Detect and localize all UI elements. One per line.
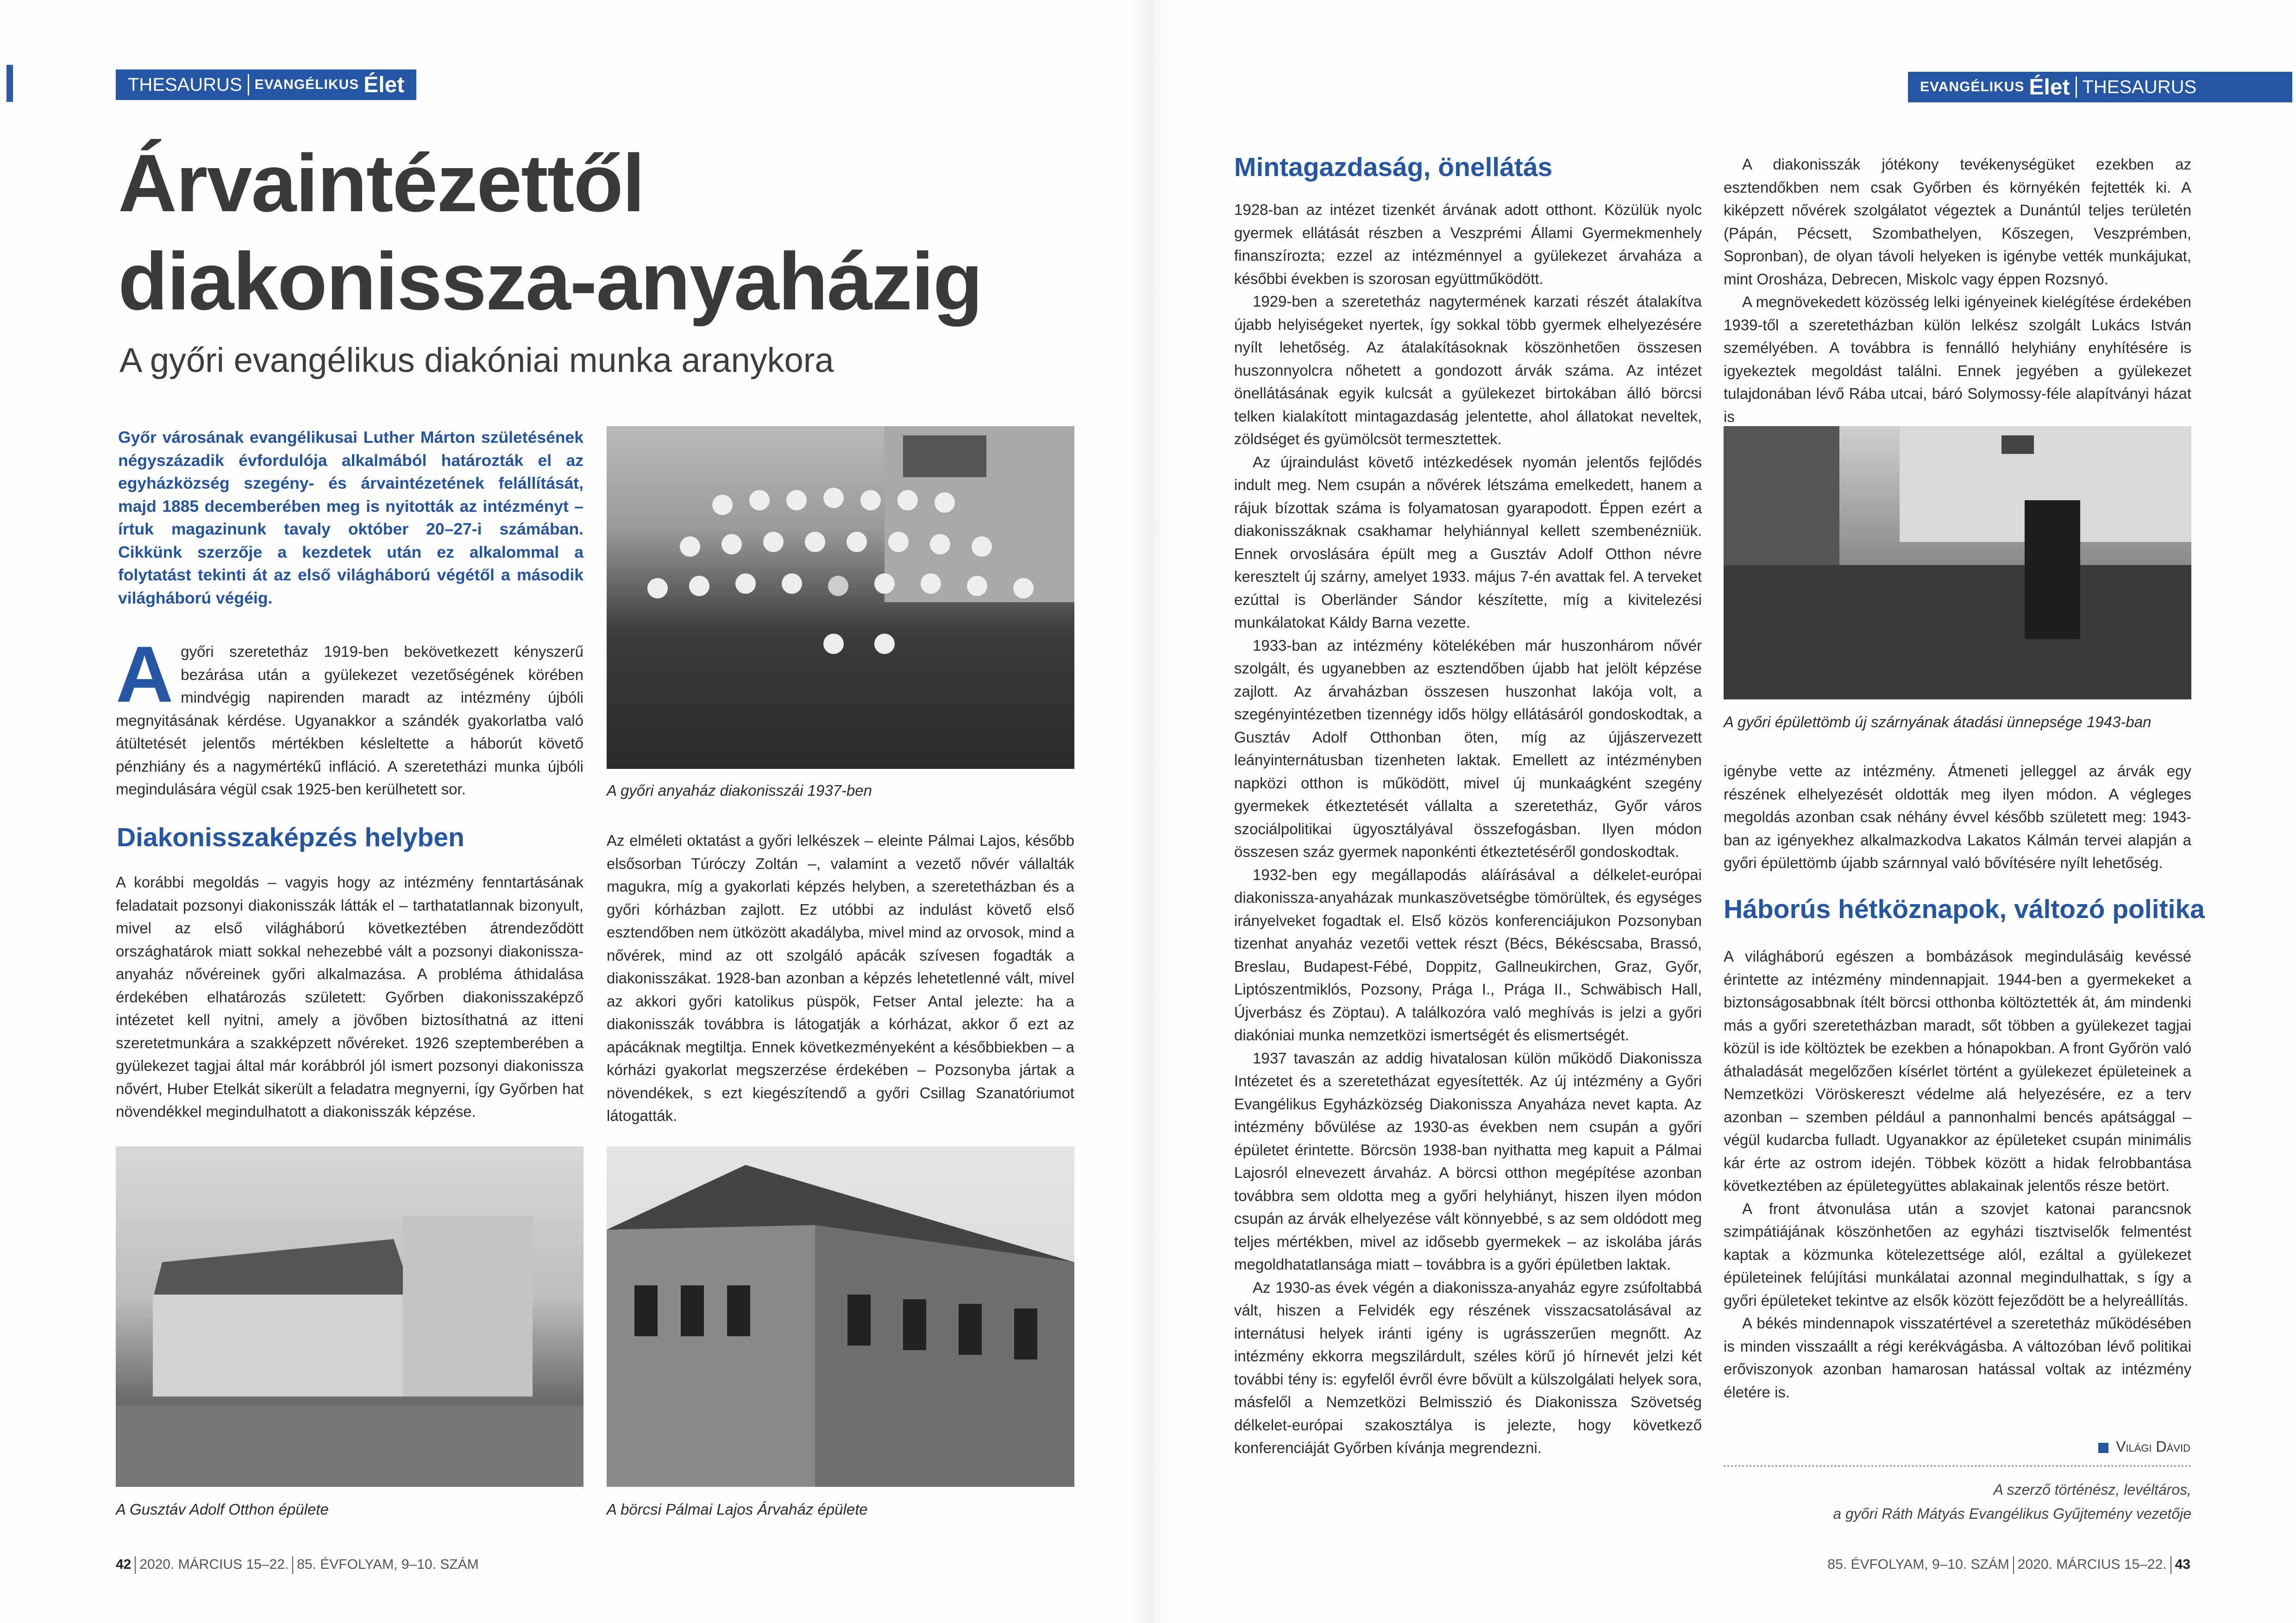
lead-paragraph: Győr városának evangélikusai Luther Márton születésének négyszázadik évfordulója alkalmából határozták el az egyházközség szegény- és árvaintézetének felállítását, majd 1885 decemberében meg is nyitották az intézményt – írtuk magazinunk tavaly október 20–27-i számában. Cikkünk szerzője a kezdetek után ez alkalommal a folytatást tekinti át az első világháború végétől a második világháború végéig.: [118, 428, 583, 607]
column-3-text: [1234, 198, 1702, 1459]
photo-deaconesses-group: [607, 426, 1074, 769]
square-bullet-icon: [2098, 1443, 2108, 1453]
issue-date: 2020. MÁRCIUS 15–22.: [139, 1556, 289, 1572]
column-4-bottom-text: [1724, 945, 2191, 1403]
section-heading: Mintagazdaság, önellátás: [1234, 152, 1553, 182]
section-heading: Háborús hétköznapok, változó politika: [1724, 894, 2205, 924]
paragraph: 1928-ban az intézet tizenkét árvának adott otthont. Közülük nyolc gyermek ellátását részben a Veszprémi Állami Gyermekmenhely finanszírozta; ezzel az intézménnyel a gyülekezet árvaháza a későbbi években is szorosan együttműködött.: [1234, 201, 1702, 287]
paragraph: 1932-ben egy megállapodás aláírásával a délkelet-európai diakonissza-anyaházak munkaszövetségbe tömörültek, és egységes irányelveket fogadtak el. Első közös konferenciájukon Pozsonyban tizenhat anyaház vezetői vettek részt (Bécs, Békéscsaba, Brassó, Breslau, Budapest-Fébé, Doppitz, Gallneukirchen, Graz, Győr, Liptószentmiklós, Pozsony, Prága I., Prága II., Schwäbisch Hall, Újverbász és Zöptau). A találkozóra való meghívás is jelzi a győri diakóniai munka nemzetközi ismertségét és elismertségét.: [1234, 866, 1702, 1044]
issue-volume: 85. ÉVFOLYAM, 9–10. SZÁM: [1827, 1556, 2009, 1572]
paragraph: A világháború egészen a bombázások megindulásáig kevéssé érintette az intézmény mindennapjait. 1944-ben a gyermekeket a biztonságosabbnak ítélt börcsi otthonba költöztették át, ám mindenki más a győri szeretetházban maradt, sőt többen a gyülekezet tagjai közül is ide költöztek be ezekben a hónapokban. A front Győrön való áthaladását megelőzően kísérlet történt a gyülekezet épületeinek a Nemzetközi Vöröskereszt védelme alá helyezésére, ez a terv azonban – szemben például a pannonhalmi bencés apátsággal – végül kudarcba fulladt. Ugyanakkor az épületeket csupán minimális kár érte az ostrom idején. Többek között a hidak felrobbantása következtében az épületegyüttes ablakainak jelentős része betört.: [1724, 948, 2191, 1194]
paragraph: Az elméleti oktatást a győri lelkészek – eleinte Pálmai Lajos, később elsősorban Túróczy Zoltán –, valamint a vezető nővér vállalták magukra, míg a gyakorlati képzés helyben, a szeretetházban és a győri kórházban zajlott. Ez utóbbi az indulást követő első esztendőben nem ütközött akadályba, mivel mind az orvosok, mind a nővérek, mind az ott szolgáló apácák szívesen fogadták a diakonisszákat. 1928-ban azonban a képzés lehetetlenné vált, mivel az akkori győri katolikus püspök, Fetser Antal jelezte: ha a diakonisszák továbbra is látogatják a kórházat, akkor ő ezt az apácáknak megtiltja. Ennek következményeként a későbbiekben – a kórházi gyakorlat megszerzése érdekében – Pozsonyba jártak a növendékek, s ezt kiegészítendő a győri Csillag Szanatóriumot látogatták.: [607, 832, 1074, 1124]
paragraph: A front átvonulása után a szovjet katonai parancsnok szimpátiájának köszönhetően az egyházi tisztviselők felmentést kaptak a közmunka kötelezettsége alól, ezáltal a gyülekezet épületeinek felújítási munkálatai azonnal megindulhattak, s így a győri épületeket tekintve az elsők között fejeződött be a helyreállítás.: [1724, 1200, 2191, 1309]
page-number: 43: [2175, 1556, 2190, 1572]
column-1-text: [116, 871, 583, 1123]
page-fold: [1130, 0, 1172, 1623]
magazine-name: Élet: [2029, 75, 2070, 100]
photo-caption: A győri épülettömb új szárnyának átadási ünnepsége 1943-ban: [1724, 713, 2152, 730]
group-photo-illustration: [607, 426, 1074, 769]
photo-new-wing-ceremony: [1724, 426, 2191, 699]
paragraph: Az újraindulást követő intézkedések nyomán jelentős fejlődés indult meg. Nem csupán a nővérek létszáma emelkedett, hanem a rájuk bízottak száma is folyamatosan gyarapodott. Éppen ezért a diakonisszáknak csakhamar helyhiánnyal kellett szembenézniük. Ennek orvoslására épült meg a Gusztáv Adolf Otthon névre keresztelt új szárny, amelyet 1933. május 7-én avattak fel. A terveket ezúttal is Oberländer Sándor készítette, míg a kivitelezési munkálatokat Káldy Barna vezette.: [1234, 453, 1702, 631]
photo-gusztav-adolf-home: [116, 1146, 583, 1487]
divider: [2076, 76, 2077, 98]
paragraph: igénybe vette az intézmény. Átmeneti jelleggel az árvák egy részének elhelyezését oldották meg ilyen módon. A végleges megoldás azonban csak néhány évvel később született meg: 1943-ban az igényekhez alkalmazkodva Lakatos Kálmán tervei alapján a győri épülettömb újabb szárnnyal való bővítésére nyílt lehetőség.: [1724, 762, 2191, 871]
author-name: Világi Dávid: [2116, 1438, 2190, 1455]
issue-volume: 85. ÉVFOLYAM, 9–10. SZÁM: [297, 1556, 479, 1572]
paragraph: A diakonisszák jótékony tevékenységüket ezekben az esztendőkben nem csak Győrben és környékén fejtették ki. A kiképzett nővérek szolgálatot végeztek a Dunántúl teljes területén (Pápán, Pécsett, Szombathelyen, Kőszegen, Veszprémben, Sopronban), de olyan távoli helyeken is igénybe vették munkájukat, mint Orosháza, Debrecen, Miskolc vagy éppen Rozsnyó.: [1724, 156, 2191, 288]
divider: [248, 74, 249, 95]
drop-cap: A: [116, 630, 174, 719]
dotted-divider: [1724, 1465, 2191, 1467]
photo-caption: A győri anyaház diakonisszái 1937-ben: [607, 782, 872, 799]
article-title: [118, 134, 982, 331]
footer-left: [116, 1556, 479, 1574]
article-subtitle: A győri evangélikus diakóniai munka aranykora: [119, 341, 834, 379]
section-heading: Diakonisszaképzés helyben: [117, 823, 464, 852]
author-byline: [2098, 1438, 2190, 1455]
paragraph: győri szeretetház 1919-ben bekövetkezett kényszerű bezárása után a gyülekezet vezetőségének körében mindvégig napirenden maradt az intézmény újbóli megnyitásának kérdése. Ugyanakkor a szándék gyakorlatba való átültetését jelentős mértékben késleltette a háborút követő pénzhiány és a nagymértékű infláció. A szeretetházi munka újbóli megindulására végül csak 1925-ben kerülhetett sor.: [116, 643, 583, 798]
edge-marker: [6, 65, 13, 102]
column-4-middle-text: [1724, 760, 2191, 874]
author-bio: [1724, 1478, 2191, 1526]
footer-right: [1827, 1556, 2190, 1574]
section-header-left: [116, 69, 416, 100]
building-illustration: [116, 1146, 583, 1487]
paragraph: 1937 tavaszán az addig hivatalosan külön működő Diakonissza Intézetet és a szeretetházat egyesítették. Az új intézmény a Győri Evangélikus Egyházközség Diakonissza Anyaháza nevet kapta. Az intézmény bővülése az 1930-as években nem csupán a győri épületet érintette. Börcsön 1938-ban nyithatta meg kapuit a Pálmai Lajosról elnevezett árvaház. A börcsi otthon megépítése azonban továbbra sem oldotta meg a győri helyhiányt, hiszen ilyen módon csupán az árvák elhelyezése vált könnyebbé, s az sem oldódott meg teljes mértékben, mivel az idősebb gyermekek – az iskolába járás megoldhatatlansága miatt – továbbra is a győri épületben laktak.: [1234, 1049, 1702, 1273]
page-number: 42: [116, 1556, 132, 1572]
orphanage-illustration: [607, 1146, 1074, 1487]
ceremony-illustration: [1724, 426, 2191, 699]
title-line-2: diakonissza-anyaházig: [118, 236, 982, 327]
magazine-prefix: EVANGÉLIKUS: [254, 77, 359, 92]
intro-text: [116, 630, 583, 801]
photo-borcs-orphanage: [607, 1146, 1074, 1487]
magazine-prefix: EVANGÉLIKUS: [1920, 79, 2025, 94]
column-2-text: [607, 829, 1074, 1127]
paragraph: A békés mindennapok visszatértével a szeretetház működésében is minden visszaállt a régi kerékvágásba. A változóban lévő politikai erőviszonyok azonban hamarosan hatással voltak az intézmény életére is.: [1724, 1315, 2191, 1401]
section-label: THESAURUS: [128, 74, 242, 95]
photo-caption: A Gusztáv Adolf Otthon épülete: [116, 1501, 329, 1518]
photo-caption: A börcsi Pálmai Lajos Árvaház épülete: [607, 1501, 868, 1518]
paragraph: 1933-ban az intézmény kötelékében már huszonhárom nővér szolgált, és ugyanebben az esztendőben újabb hat jelölt képzése zajlott. Az árvaházban összesen huszonhat lakója volt, a szegényintézetben tizennégy idős hölgy ellátásáról gondoskodtak, a Gusztáv Adolf Otthonban öten, míg az újjászervezett leányinternátusban tizenheten laktak. Emellett az intézményben napközi otthon is működött, mivel új munkaágként szegény gyermekek étkeztetését vállalta a szeretetház, Győr város szociálpolitikai ügyosztályával összefogásban. Ilyen módon összesen száz gyermek naponkénti étkeztetéséről gondoskodtak.: [1234, 636, 1702, 860]
section-label: THESAURUS: [2082, 76, 2197, 97]
bio-line-1: A szerző történész, levéltáros,: [1993, 1481, 2191, 1498]
section-header-right: [1908, 72, 2292, 102]
title-line-1: Árvaintézettől: [118, 138, 644, 229]
issue-date: 2020. MÁRCIUS 15–22.: [2017, 1556, 2167, 1572]
column-4-top-text: [1724, 153, 2191, 428]
bio-line-2: a győri Ráth Mátyás Evangélikus Gyűjtemény vezetője: [1833, 1505, 2191, 1522]
paragraph: Az 1930-as évek végén a diakonissza-anyaház egyre zsúfoltabbá vált, hiszen a Felvidék egy részének visszacsatolásával az internátusi helyek iránti igény is ugrásszerűen megnőtt. Az intézmény ekkorra megszilárdult, széles körű jó hírnevét jelzi két további tény is: egyfelől évről évre bővült a külszolgálati helyek sora, másfelől a Nemzetközi Belmisszió és Diakonissza Szövetség délkelet-európai szakosztálya is jelezte, hogy következő konferenciáját Győrben kívánja megrendezni.: [1234, 1278, 1702, 1456]
paragraph: 1929-ben a szeretetház nagytermének karzati részét átalakítva újabb helyiségeket nyertek, így sokkal több gyermek elhelyezésére nyílt lehetőség. Az átalakításoknak köszönhetően összesen huszonnyolcra nőhetett a gondozott árvák száma. Az intézet önellátásának egyik kulcsát a gyülekezet birtokában álló börcsi telken kialakított mintagazdaság jelentette, ahol állatokat neveltek, zöldséget és gyümölcsöt termesztettek.: [1234, 293, 1702, 447]
paragraph: A megnövekedett közösség lelki igényeinek kielégítése érdekében 1939-től a szeretetházban külön lelkész szolgált Lukács István személyében. A továbbra is fennálló helyhiány enyhítésére is igyekeztek megoldást találni. Ennek jegyében a gyülekezet tulajdonában lévő Rába utcai, báró Solymossy-féle alapítványi házat is: [1724, 293, 2191, 425]
paragraph: A korábbi megoldás – vagyis hogy az intézmény fenntartásának feladatait pozsonyi diakonisszák látták el – tarthatatlannak bizonyult, mivel az első világháború következtében átrendeződött országhatárok miatt sokkal nehezebbé vált a pozsonyi diakonissza-anyaház nővéreinek győri alkalmazása. A probléma áthidalása érdekében elhatározás született: Győrben diakonisszaképző intézetet kell nyitni, amely a jövőben biztosíthatná az itteni szeretetmunkára a szakképzett nővéreket. 1926 szeptemberében a gyülekezet tagjai által már korábbról jól ismert pozsonyi diakonissza nővért, Huber Etelkát sikerült a feladatra megnyerni, így Győrben hat növendékkel megindulhatott a diakonisszák képzése.: [116, 874, 583, 1120]
magazine-name: Élet: [364, 72, 405, 97]
